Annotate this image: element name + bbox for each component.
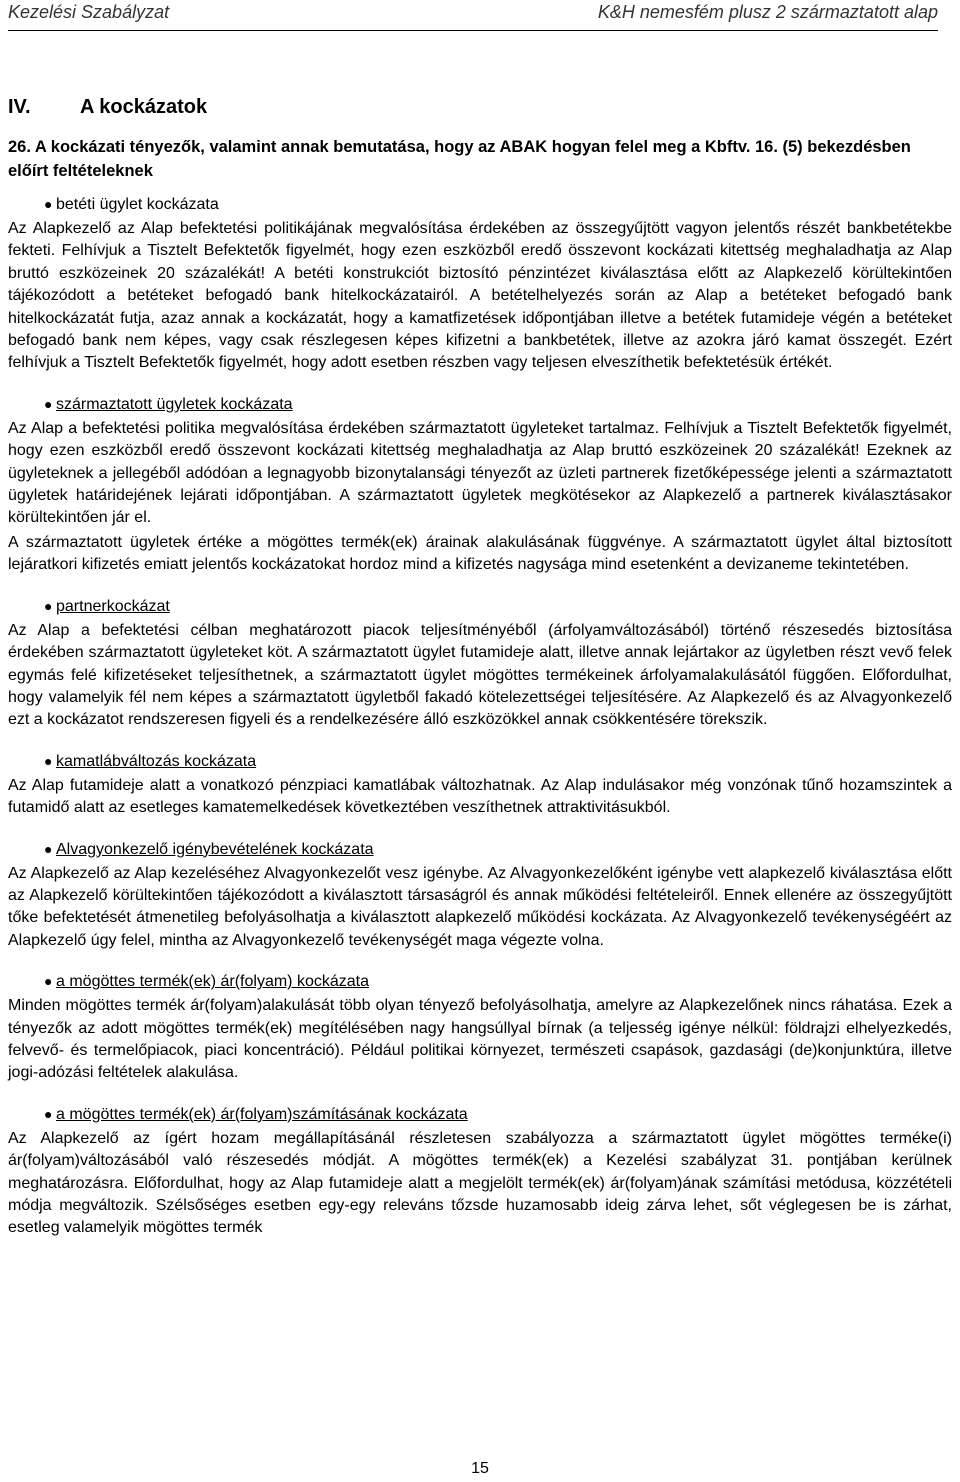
risk-section — [8, 838, 952, 953]
risk-title: betéti ügylet kockázata — [56, 196, 219, 213]
bullet-item — [8, 393, 952, 416]
bullet-item — [8, 595, 952, 618]
document-body — [8, 96, 952, 1258]
risk-paragraph: Az Alapkezelő az Alap befektetési politikájának megvalósítása érdekében az összegyűjtött vagyon jelentős részét bankbetétekbe fekteti. Felhívjuk a Tisztelt Befektetők figyelmét, hogy ezen eszközből eredő összevont kockázati kitettség meghaladhatja az Alap bruttó eszközeinek 20 százalékát! A betéti konstrukciót biztosító pénzintézet kiválasztása előtt az Alapkezelő körültekintően tájékozódott a betéteket befogadó bank hitelkockázatairól. A betételhelyezés során az Alap a betéteket befogadó bank hitelkockázatát futja, azaz annak a kockázatát, hogy a kamatfizetések időpontjában illetve a betétek futamideje végén a betéteket befogadó bank nem képes, vagy csak részlegesen képes kifizetni a bankbetétek, illetve az azokra járó kamat összegét. Ezért felhívjuk a Tisztelt Befektetők figyelmét, hogy adott esetben részben vagy teljesen elveszíthetik befektetésük értékét. — [8, 220, 952, 372]
risk-paragraph: Az Alapkezelő az Alap kezeléséhez Alvagyonkezelőt vesz igénybe. Az Alvagyonkezelőként igénybe vett alapkezelő kiválasztása előtt az Alapkezelő körültekintően tájékozódott a kiválasztott társaságról és annak működési feltételeiről. Ennek ellenére az összegyűjtött tőke befektetését átmenetileg befolyásolhatja a kiválasztott alapkezelő működési kockázata. Az Alvagyonkezelő tevékenységéért az Alapkezelő úgy felel, mintha az Alvagyonkezelő tevékenységét maga végezte volna. — [8, 864, 952, 949]
risk-paragraph: Az Alap a befektetési célban meghatározott piacok teljesítményéből (árfolyamváltozásából) történő részesedés biztosítása érdekében származtatott ügyleteket köt. A származtatott ügylet futamideje alatt, illetve annak lejártakor az ügyletben részt vevő felek egymás felé kifizetéseket teljesíthetnek, a származtatott ügylet mögöttes termékeinek árfolyamalakulásától függően. Előfordulhat, hogy valamelyik fél nem képes a származtatott ügyletből fakadó kötelezettségei teljesítésére. Az Alapkezelő és az Alvagyonkezelő ezt a kockázatot rendszeresen figyeli és a rendelkezésére álló eszközökkel annak csökkentésére törekszik. — [8, 621, 952, 729]
header-document-title: Kezelési Szabályzat — [8, 2, 170, 22]
bullet-icon: ● — [44, 395, 53, 412]
risk-paragraph: A származtatott ügyletek értéke a mögöttes termék(ek) árainak alakulásának függvénye. A származtatott ügylet által biztosított lejáratkori kifizetés emiatt jelentős kockázatokat hordoz mind a kifizetés nagysága mind esetenként a devizaneme tekintetében. — [8, 533, 952, 574]
risk-paragraph: Az Alap futamideje alatt a vonatkozó pénzpiaci kamatlábak változhatnak. Az Alap indulásakor még vonzónak tűnő hozamszintek a futamidő alatt az esetleges kamatemelkedések következtében veszíthetnek attraktivitásukból. — [8, 776, 952, 817]
chapter-title: A kockázatok — [80, 96, 208, 118]
risk-title: a mögöttes termék(ek) ár(folyam)számításának kockázata — [56, 1105, 468, 1123]
bullet-icon: ● — [44, 1105, 53, 1122]
bullet-item — [8, 193, 952, 216]
chapter-heading — [8, 96, 952, 119]
bullet-icon: ● — [44, 196, 53, 212]
bullet-icon: ● — [44, 597, 53, 614]
bullet-item — [8, 838, 952, 861]
section-title: 26. A kockázati tényezők, valamint annak bemutatása, hogy az ABAK hogyan felel meg a Kbftv. 16. (5) bekezdésben előírt feltételeknek — [8, 138, 911, 180]
bullet-item — [8, 970, 952, 993]
risk-title: a mögöttes termék(ek) ár(folyam) kockázata — [56, 973, 369, 991]
page-number: 15 — [471, 1460, 489, 1477]
bullet-icon: ● — [44, 840, 53, 857]
risk-section — [8, 970, 952, 1085]
header-fund-name: K&H nemesfém plusz 2 származtatott alap — [597, 2, 938, 22]
risk-list — [8, 193, 952, 1240]
bullet-item — [8, 750, 952, 773]
risk-section — [8, 595, 952, 732]
risk-title: Alvagyonkezelő igénybevételének kockázata — [56, 840, 374, 858]
risk-paragraph: Az Alap a befektetési politika megvalósítása érdekében származtatott ügyleteket tartalmaz. Felhívjuk a Tisztelt Befektetők figyelmét, hogy ezen eszközből eredő összevont kockázati kitettség meghaladhatja az Alap bruttó eszközeinek 20 százalékát! Ezeknek az ügyleteknek a jellegéből adódóan a legnagyobb bizonytalansági tényezőt az üzleti partnerek fizetőképessége jelenti a származtatott ügyletek határidejének lejárati időpontjában. A származtatott ügyletek megkötésekor az Alapkezelő a partnerek kiválasztásakor körültekintően jár el. — [8, 419, 952, 527]
bullet-item — [8, 1103, 952, 1126]
risk-title: származtatott ügyletek kockázata — [56, 395, 293, 413]
chapter-number: IV. — [8, 96, 31, 118]
risk-section — [8, 1103, 952, 1240]
risk-section — [8, 393, 952, 577]
risk-section — [8, 750, 952, 820]
risk-paragraph: Az Alapkezelő az ígért hozam megállapításánál részletesen szabályozza a származtatott ügylet mögöttes terméke(i) ár(folyam)változásából való részesedés módját. A mögöttes termék(ek) a Kezelési szabályzat 31. pontjában kerülnek meghatározásra. Előfordulhat, hogy az Alap futamideje alatt a megjelölt termék(ek) ár(folyam)ának számítási metódusa, közzétételi módja megváltozik. Szélsőséges esetben egy-egy releváns tőzsde huzamosabb ideig zárva lehet, sőt véglegesen be is zárhat, esetleg valamelyik mögöttes termék — [8, 1129, 952, 1237]
bullet-icon: ● — [44, 973, 53, 990]
risk-title: kamatlábváltozás kockázata — [56, 752, 257, 770]
risk-paragraph: Minden mögöttes termék ár(folyam)alakulását több olyan tényező befolyásolhatja, amelyre az Alapkezelőnek nincs ráhatása. Ezek a tényezők az adott mögöttes termék(ek) megítélésében nagy hangsúllyal bírnak (a teljesség igénye nélkül: földrajzi elhelyezkedés, felvevő- és termelőpiacok, piaci koncentráció). Például politikai környezet, természeti csapások, gazdasági (de)konjunktúra, illetve jogi-adózási feltételek alakulása. — [8, 997, 952, 1082]
bullet-icon: ● — [44, 752, 53, 769]
risk-section — [8, 193, 952, 375]
page-header — [8, 0, 938, 31]
risk-title: partnerkockázat — [56, 597, 170, 615]
